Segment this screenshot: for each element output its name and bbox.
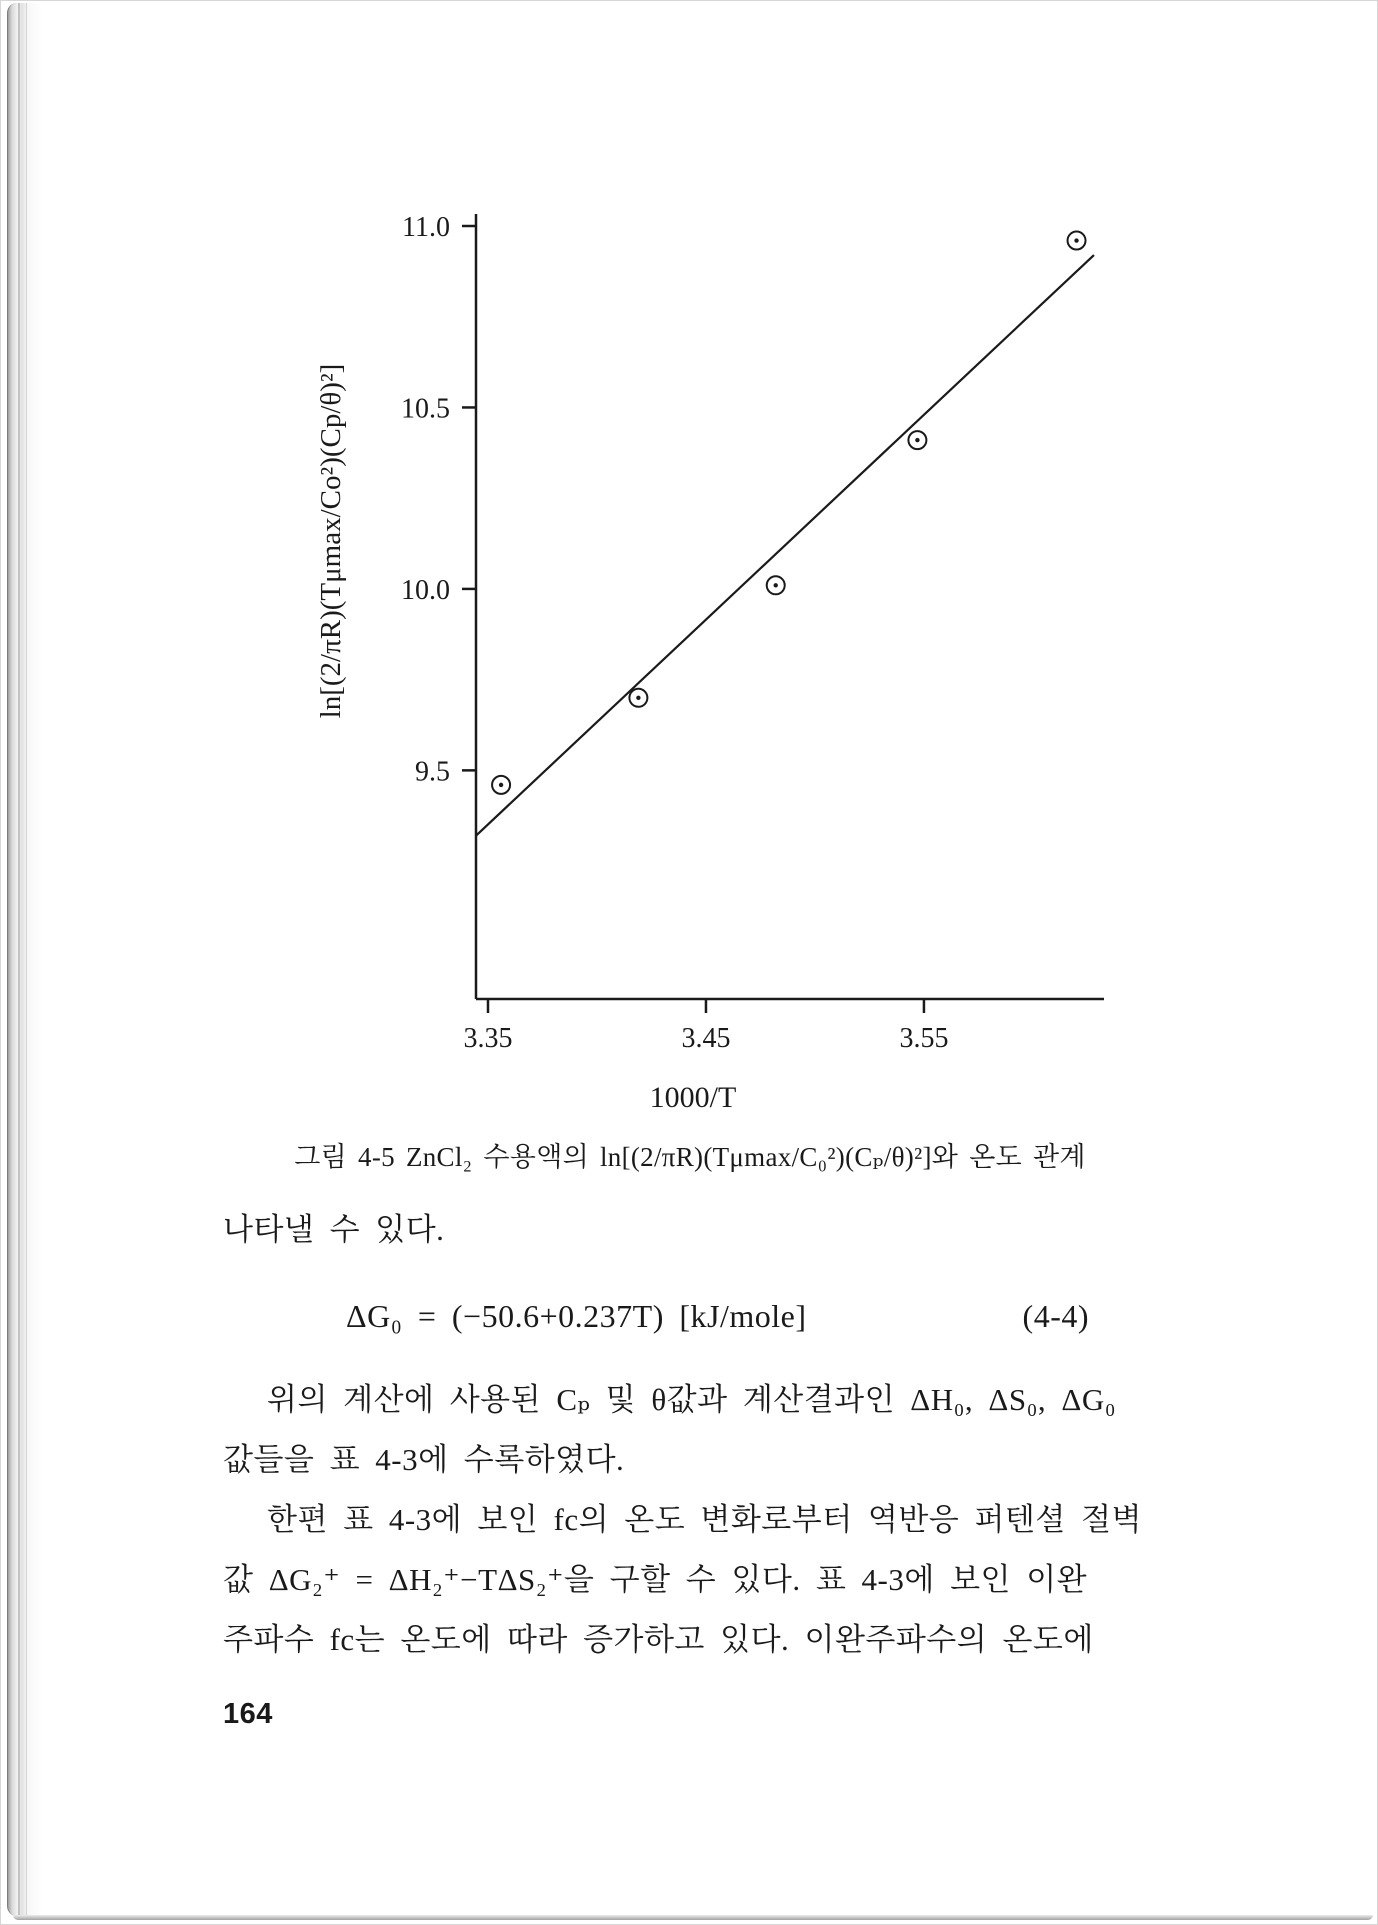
page-stack-line — [26, 3, 27, 1916]
equation-number: (4-4) — [1022, 1298, 1089, 1334]
text-line: 값 ΔG₂⁺ = ΔH₂⁺−TΔS₂⁺을 구할 수 있다. 표 4-3에 보인 이완 — [223, 1562, 1088, 1597]
y-tick-label: 11.0 — [402, 212, 450, 243]
data-point-dot — [915, 438, 919, 442]
text-line: 위의 계산에 사용된 Cₚ 및 θ값과 계산결과인 ΔH₀, ΔS₀, ΔG₀ — [267, 1382, 1117, 1417]
x-tick-label: 3.45 — [681, 1023, 731, 1054]
y-tick-label: 9.5 — [415, 756, 450, 788]
body-text — [223, 1200, 1157, 1744]
x-axis-label: 1000/T — [649, 1081, 737, 1114]
page-edge-bottom-decoration — [13, 1915, 1373, 1920]
data-point-dot — [499, 783, 503, 787]
page-number: 164 — [223, 1698, 273, 1730]
equation-row — [223, 1286, 1157, 1346]
data-point-dot — [774, 583, 778, 587]
y-tick-label: 10.0 — [401, 574, 450, 606]
paragraph: 나타낼 수 있다. — [223, 1212, 445, 1247]
page-stack-line — [18, 3, 20, 1916]
figure-caption: 그림 4-5 ZnCl₂ 수용액의 ln[(2/πR)(Tμmax/C₀²)(Cₚ/θ)²]와 온도 관계 — [294, 1142, 1086, 1172]
x-tick-label: 3.55 — [899, 1023, 949, 1054]
text-line: 한편 표 4-3에 보인 fc의 온도 변화로부터 역반응 퍼텐셜 절벽 — [267, 1502, 1142, 1537]
equation: ΔG₀ = (−50.6+0.237T) [kJ/mole] — [346, 1298, 807, 1334]
fit-line — [476, 255, 1094, 836]
data-point-dot — [636, 696, 640, 700]
y-axis-label: ln[(2/πR)(Tμmax/Co²)(Cp/θ)²] — [315, 363, 347, 719]
page-edge-left-decoration — [7, 3, 42, 1916]
data-point-dot — [1074, 238, 1078, 242]
paragraph — [223, 1370, 1157, 1670]
x-tick-label: 3.35 — [463, 1023, 513, 1054]
text-line: 주파수 fc는 온도에 따라 증가하고 있다. 이완주파수의 온도에 — [223, 1622, 1094, 1657]
page-content — [1, 1, 1377, 1744]
figure-4-5-chart — [246, 169, 1126, 1129]
y-tick-label: 10.5 — [401, 393, 450, 425]
text-line: 값들을 표 4-3에 수록하였다. — [223, 1442, 625, 1477]
